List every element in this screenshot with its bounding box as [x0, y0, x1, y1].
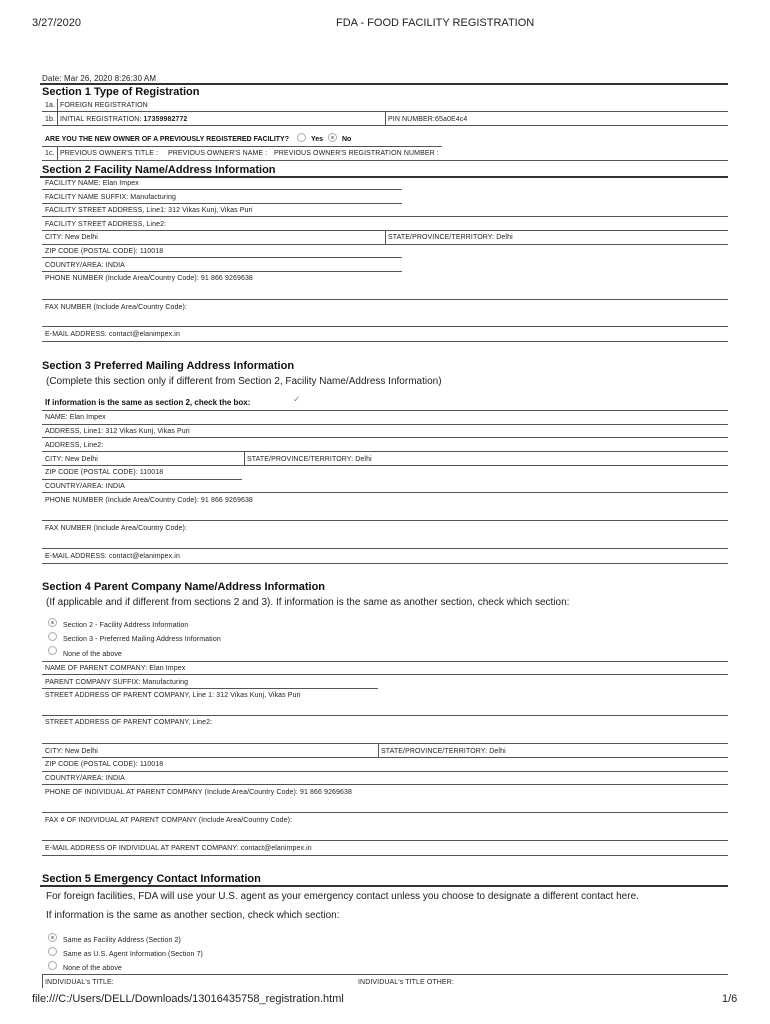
checkmark-icon[interactable]: ✓ [293, 394, 301, 404]
section-5-note-1: For foreign facilities, FDA will use your U.S. agent as your emergency contact unless you choose to designate a different contact here. [46, 891, 639, 902]
document-date: Date: Mar 26, 2020 8:26:30 AM [42, 74, 157, 83]
section-2-title: Section 2 Facility Name/Address Information [42, 164, 276, 176]
parent-option-section-2: Section 2 - Facility Address Information [63, 622, 189, 629]
divider [42, 410, 728, 411]
row-1a-code: 1a. [45, 102, 56, 109]
row-1c-code: 1c. [45, 150, 55, 157]
previous-owner-title: PREVIOUS OWNER'S TITLE : [60, 150, 159, 157]
radio-button-icon[interactable] [328, 133, 337, 142]
divider [42, 424, 728, 425]
previous-owner-name: PREVIOUS OWNER'S NAME : [168, 150, 268, 157]
radio-button-icon[interactable] [48, 961, 57, 970]
radio-button-icon[interactable] [48, 632, 57, 641]
divider [42, 563, 728, 564]
divider [42, 244, 728, 245]
parent-fax: FAX # OF INDIVIDUAL AT PARENT COMPANY (Include Area/Country Code): [45, 817, 293, 824]
radio-button-icon[interactable] [48, 618, 57, 627]
radio-button-icon[interactable] [48, 933, 57, 942]
divider [42, 715, 728, 716]
parent-street-2: STREET ADDRESS OF PARENT COMPANY, Line2: [45, 719, 213, 726]
facility-name-suffix: FACILITY NAME SUFFIX: Manufacturing [45, 194, 176, 201]
same-as-section-2-question: If information is the same as section 2, check the box: [45, 398, 251, 407]
divider [42, 974, 728, 975]
parent-zip: ZIP CODE (POSTAL CODE): 110018 [45, 761, 164, 768]
divider [42, 465, 728, 466]
mailing-address-2: ADDRESS, Line2: [45, 442, 104, 449]
divider [42, 216, 728, 217]
divider [40, 885, 728, 887]
no-label: No [342, 136, 352, 143]
divider [42, 341, 728, 342]
section-5-note-2: If information is the same as another section, check which section: [46, 910, 340, 921]
emergency-option-agent: Same as U.S. Agent Information (Section 7) [63, 951, 203, 958]
divider [42, 661, 728, 662]
initial-registration-value: 17359982772 [143, 116, 188, 123]
radio-button-icon[interactable] [297, 133, 306, 142]
parent-email: E-MAIL ADDRESS OF INDIVIDUAL AT PARENT COMPANY: contact@elanimpex.in [45, 845, 312, 852]
divider [42, 437, 728, 438]
divider [42, 326, 728, 327]
mailing-zip: ZIP CODE (POSTAL CODE): 110018 [45, 469, 164, 476]
row-1b-code: 1b. [45, 116, 56, 123]
divider [42, 299, 728, 300]
divider [42, 451, 728, 452]
divider [42, 757, 728, 758]
facility-zip: ZIP CODE (POSTAL CODE): 110018 [45, 248, 164, 255]
facility-city: CITY: New Delhi [45, 234, 98, 241]
mailing-city: CITY: New Delhi [45, 456, 98, 463]
parent-state: STATE/PROVINCE/TERRITORY: Delhi [381, 748, 506, 755]
divider [42, 520, 728, 521]
facility-street-1: FACILITY STREET ADDRESS, Line1: 312 Vikas Kunj, Vikas Puri [45, 207, 253, 214]
mailing-country: COUNTRY/AREA: INDIA [45, 483, 125, 490]
facility-street-2: FACILITY STREET ADDRESS, Line2: [45, 221, 167, 228]
mailing-email: E-MAIL ADDRESS: contact@elanimpex.in [45, 553, 180, 560]
divider [42, 160, 728, 161]
divider [42, 674, 728, 675]
mailing-fax: FAX NUMBER (Include Area/Country Code): [45, 525, 188, 532]
divider [42, 189, 402, 190]
individual-title-other: INDIVIDUAL's TITLE OTHER: [358, 979, 454, 986]
parent-country: COUNTRY/AREA: INDIA [45, 775, 125, 782]
divider [42, 479, 242, 480]
initial-registration-label: INITIAL REGISTRATION: [60, 116, 142, 123]
divider [42, 840, 728, 841]
page-number: 1/6 [722, 993, 738, 1005]
mailing-phone: PHONE NUMBER (Include Area/Country Code): 91 866 9269638 [45, 497, 253, 504]
divider [42, 784, 728, 785]
cell-divider [42, 974, 43, 988]
divider [42, 771, 728, 772]
section-5-title: Section 5 Emergency Contact Information [42, 873, 261, 885]
parent-street-1: STREET ADDRESS OF PARENT COMPANY, Line 1: 312 Vikas Kunj, Vikas Puri [45, 692, 301, 699]
facility-name: FACILITY NAME: Elan Impex [45, 180, 139, 187]
facility-phone: PHONE NUMBER (Include Area/Country Code): 91 866 9269638 [45, 275, 253, 282]
emergency-option-facility: Same as Facility Address (Section 2) [63, 937, 181, 944]
divider [42, 743, 728, 744]
parent-option-section-3: Section 3 - Preferred Mailing Address Information [63, 636, 221, 643]
parent-company-suffix: PARENT COMPANY SUFFIX: Manufacturing [45, 679, 189, 686]
divider [42, 548, 728, 549]
cell-divider [57, 99, 58, 111]
section-1-title: Section 1 Type of Registration [42, 86, 200, 98]
emergency-option-none: None of the above [63, 965, 122, 972]
divider [42, 125, 728, 126]
previous-owner-registration: PREVIOUS OWNER'S REGISTRATION NUMBER : [274, 150, 439, 157]
yes-label: Yes [311, 136, 324, 143]
cell-divider [57, 146, 58, 160]
cell-divider [57, 112, 58, 125]
parent-company-name: NAME OF PARENT COMPANY: Elan Impex [45, 665, 186, 672]
section-4-title: Section 4 Parent Company Name/Address Information [42, 581, 326, 593]
cell-divider [385, 112, 386, 125]
cell-divider [244, 451, 245, 465]
divider [42, 271, 402, 272]
facility-email: E-MAIL ADDRESS: contact@elanimpex.in [45, 331, 180, 338]
parent-city: CITY: New Delhi [45, 748, 98, 755]
facility-country: COUNTRY/AREA: INDIA [45, 262, 125, 269]
radio-button-icon[interactable] [48, 947, 57, 956]
row-1a-text: FOREIGN REGISTRATION [60, 102, 148, 109]
cell-divider [378, 743, 379, 757]
parent-option-none: None of the above [63, 651, 122, 658]
divider [40, 176, 728, 178]
divider [42, 688, 378, 689]
parent-phone: PHONE OF INDIVIDUAL AT PARENT COMPANY (Include Area/Country Code): 91 866 9269638 [45, 789, 353, 796]
divider [42, 812, 728, 813]
section-3-title: Section 3 Preferred Mailing Address Information [42, 360, 295, 372]
divider [42, 203, 402, 204]
divider [42, 855, 728, 856]
page-title: FDA - FOOD FACILITY REGISTRATION [336, 17, 535, 29]
file-path: file:///C:/Users/DELL/Downloads/13016435758_registration.html [32, 993, 344, 1005]
section-4-note: (If applicable and if different from sections 2 and 3). If information is the same as another section, check which section: [46, 597, 570, 608]
mailing-state: STATE/PROVINCE/TERRITORY: Delhi [247, 456, 372, 463]
mailing-name: NAME: Elan Impex [45, 414, 106, 421]
pin-number: PIN NUMBER:65a0E4c4 [388, 116, 468, 123]
cell-divider [385, 230, 386, 244]
individual-title: INDIVIDUAL's TITLE: [45, 979, 114, 986]
radio-button-icon[interactable] [48, 646, 57, 655]
divider [40, 83, 728, 85]
facility-state: STATE/PROVINCE/TERRITORY: Delhi [388, 234, 513, 241]
new-owner-question: ARE YOU THE NEW OWNER OF A PREVIOUSLY REGISTERED FACILITY? [45, 136, 289, 143]
mailing-address-1: ADDRESS, Line1: 312 Vikas Kunj, Vikas Puri [45, 428, 190, 435]
print-date: 3/27/2020 [32, 17, 81, 29]
divider [42, 146, 442, 147]
facility-fax: FAX NUMBER (Include Area/Country Code): [45, 304, 188, 311]
section-3-note: (Complete this section only if different from Section 2, Facility Name/Address Information) [46, 376, 442, 387]
divider [42, 492, 728, 493]
row-1b-label [60, 116, 187, 123]
divider [42, 257, 402, 258]
